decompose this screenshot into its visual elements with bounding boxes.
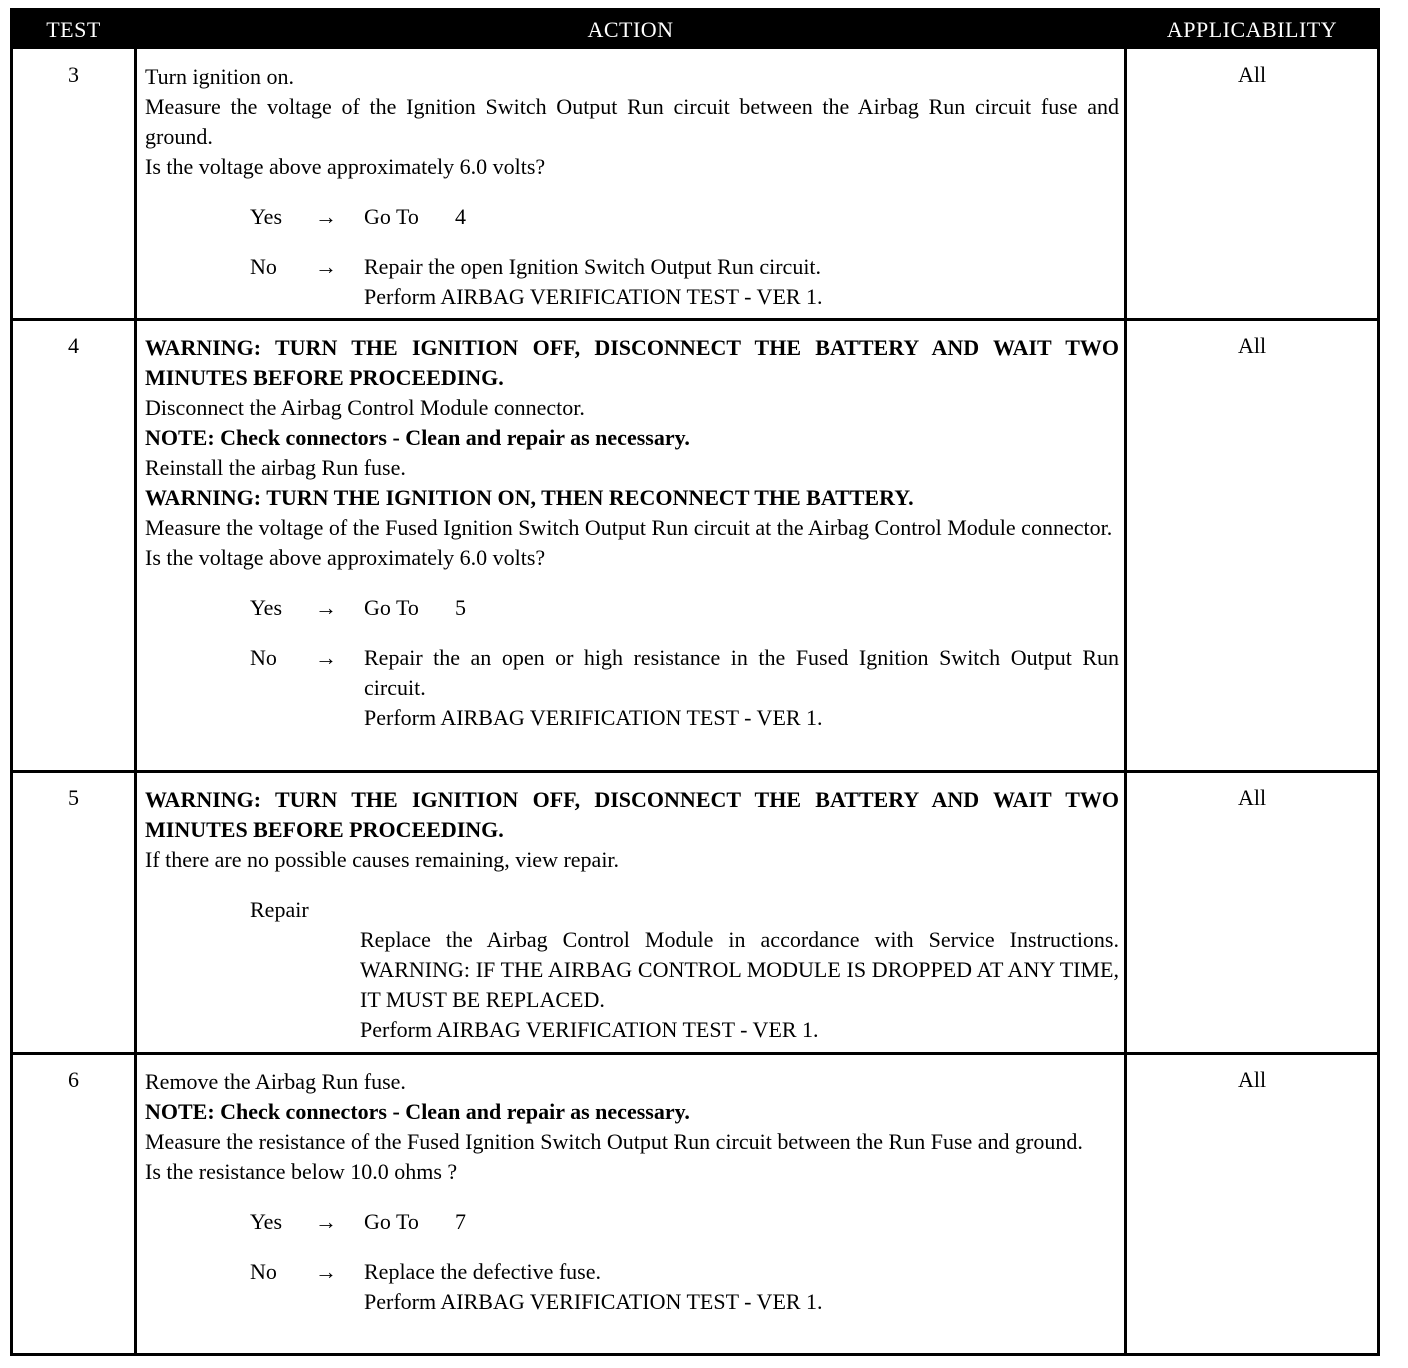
no-action-text: Repair the open Ignition Switch Output Run circuit. [364, 254, 822, 279]
header-action: ACTION [587, 17, 674, 42]
repair-text: Replace the Airbag Control Module in accordance with Service Instructions. WARNING: IF THE AIRBAG CONTROL MODULE IS DROPPED AT ANY TIME, IT MUST BE REPLACED. [360, 927, 1119, 1012]
yes-option [145, 593, 1119, 623]
test-number: 6 [68, 1067, 79, 1092]
applicability-value: All [1237, 62, 1267, 87]
arrow-icon: → [315, 645, 337, 670]
action-line: Disconnect the Airbag Control Module connector. [145, 395, 585, 420]
no-option [145, 1257, 1119, 1317]
test-number: 5 [68, 785, 79, 810]
goto-label: Go To [364, 204, 419, 229]
action-line: Reinstall the airbag Run fuse. [145, 455, 406, 480]
header-applicability: APPLICABILITY [1166, 17, 1338, 42]
action-question: Is the voltage above approximately 6.0 volts? [145, 545, 546, 570]
action-line: Remove the Airbag Run fuse. [145, 1069, 406, 1094]
applicability-value: All [1237, 333, 1267, 358]
action-question: Is the voltage above approximately 6.0 volts? [145, 154, 546, 179]
column-divider [1124, 49, 1127, 1353]
no-option [145, 643, 1119, 733]
row-divider [13, 318, 1377, 321]
arrow-icon: → [315, 1259, 337, 1284]
yes-label: Yes [250, 595, 283, 620]
no-label: No [250, 1259, 277, 1284]
warning-text: WARNING: TURN THE IGNITION OFF, DISCONNECT THE BATTERY AND WAIT TWO MINUTES BEFORE PROCEEDING. [145, 787, 1119, 842]
column-divider [134, 49, 137, 1353]
yes-label: Yes [250, 204, 283, 229]
test-number: 3 [68, 62, 79, 87]
action-cell-test-6 [145, 1067, 1119, 1317]
action-line: If there are no possible causes remaining, view repair. [145, 847, 620, 872]
arrow-icon: → [315, 204, 337, 229]
action-line: Measure the resistance of the Fused Ignition Switch Output Run circuit between the Run Fuse and ground. [145, 1129, 1083, 1154]
arrow-icon: → [315, 595, 337, 620]
warning-text: WARNING: TURN THE IGNITION OFF, DISCONNECT THE BATTERY AND WAIT TWO MINUTES BEFORE PROCEEDING. [145, 335, 1119, 390]
arrow-icon: → [315, 254, 337, 279]
goto-test-number: 4 [455, 204, 466, 229]
goto-label: Go To [364, 595, 419, 620]
yes-label: Yes [250, 1209, 283, 1234]
diagnostic-table [10, 8, 1380, 1356]
note-text: NOTE: Check connectors - Clean and repair as necessary. [145, 1099, 690, 1124]
action-line: Turn ignition on. [145, 64, 294, 89]
test-number: 4 [68, 333, 79, 358]
table-header [13, 11, 1377, 49]
action-cell-test-5 [145, 785, 1119, 1045]
row-divider [13, 770, 1377, 773]
applicability-value: All [1237, 1067, 1267, 1092]
goto-label: Go To [364, 1209, 419, 1234]
no-label: No [250, 254, 277, 279]
row-divider [13, 1052, 1377, 1055]
verification-text: Perform AIRBAG VERIFICATION TEST - VER 1. [360, 1017, 819, 1042]
yes-option [145, 1207, 1119, 1237]
no-option [145, 252, 1119, 312]
header-test: TEST [46, 17, 101, 42]
action-question: Is the resistance below 10.0 ohms ? [145, 1159, 458, 1184]
warning-text: WARNING: TURN THE IGNITION ON, THEN RECONNECT THE BATTERY. [145, 485, 914, 510]
goto-test-number: 5 [455, 595, 466, 620]
no-label: No [250, 645, 277, 670]
no-action-text: Replace the defective fuse. [364, 1259, 601, 1284]
applicability-value: All [1237, 785, 1267, 810]
action-cell-test-3 [145, 62, 1119, 312]
arrow-icon: → [315, 1209, 337, 1234]
action-cell-test-4 [145, 333, 1119, 733]
verification-text: Perform AIRBAG VERIFICATION TEST - VER 1. [364, 284, 823, 309]
verification-text: Perform AIRBAG VERIFICATION TEST - VER 1. [364, 1289, 823, 1314]
action-line: Measure the voltage of the Fused Ignition Switch Output Run circuit at the Airbag Control Module connector. [145, 515, 1113, 540]
action-line: Measure the voltage of the Ignition Switch Output Run circuit between the Airbag Run circuit fuse and ground. [145, 94, 1119, 149]
goto-test-number: 7 [455, 1209, 466, 1234]
yes-option [145, 202, 1119, 232]
no-action-text: Repair the an open or high resistance in the Fused Ignition Switch Output Run circuit. [364, 645, 1119, 700]
verification-text: Perform AIRBAG VERIFICATION TEST - VER 1. [364, 705, 823, 730]
repair-label: Repair [250, 897, 309, 922]
note-text: NOTE: Check connectors - Clean and repair as necessary. [145, 425, 690, 450]
